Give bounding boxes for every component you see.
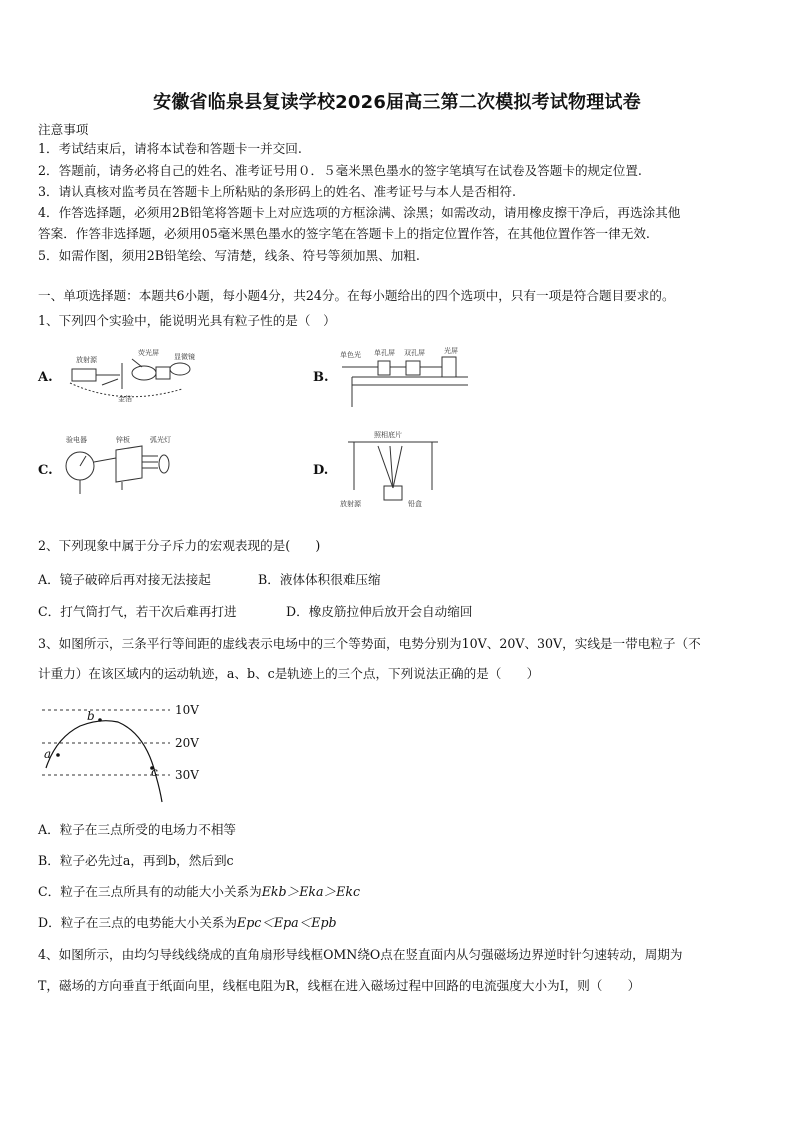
question-2-stem: 2、下列现象中属于分子斥力的宏观表现的是( ) — [38, 538, 321, 553]
q1-figure-c — [62, 432, 192, 502]
label-point-a: a — [44, 747, 52, 761]
q2-option-c: C．打气筒打气，若干次后难再打进 — [38, 604, 237, 619]
q1-option-c-label: C. — [38, 463, 53, 478]
q3-option-d-expr: Epc＜Epa＜Epb — [237, 915, 337, 930]
fig-d-label-source: 放射源 — [340, 500, 361, 508]
q3-option-c-expr: Ekb＞Eka＞Ekc — [261, 884, 361, 899]
q3-option-a: A．粒子在三点所受的电场力不相等 — [38, 822, 237, 837]
q1-option-d-label: D. — [313, 463, 329, 478]
fig-c-label-zinc: 锌板 — [116, 436, 130, 444]
notice-item-4-cont: 答案．作答非选择题，必须用05毫米黑色墨水的签字笔在答题卡上的指定位置作答，在其他位置作答一律无效. — [38, 226, 650, 241]
label-point-c: c — [151, 765, 158, 779]
notice-item-2: 2．答题前，请务必将自己的姓名、准考证号用０．５毫米黑色墨水的签字笔填写在试卷及答题卡的规定位置. — [38, 163, 642, 178]
label-20v: 20V — [175, 736, 199, 750]
question-4-stem-line2: T，磁场的方向垂直于纸面向里，线框电阻为R，线框在进入磁场过程中回路的电流强度大小为I，则（ ） — [38, 978, 641, 993]
q3-option-c-text: C．粒子在三点所具有的动能大小关系为 — [38, 884, 262, 899]
fig-b-label-single: 单孔屏 — [374, 349, 395, 357]
question-3-stem-line1: 3、如图所示，三条平行等间距的虚线表示电场中的三个等势面，电势分别为10V、20V、30V，实线是一带电粒子（不 — [38, 636, 701, 651]
q1-figure-b — [338, 345, 478, 415]
q1-option-b-label: B. — [313, 370, 329, 385]
notice-item-4: 4．作答选择题，必须用2B铅笔将答题卡上对应选项的方框涂满、涂黑；如需改动，请用橡皮擦干净后，再选涂其他 — [38, 205, 681, 220]
fig-a-label-source: 放射源 — [76, 356, 97, 364]
label-10v: 10V — [175, 703, 199, 717]
fig-b-label-light: 单色光 — [340, 351, 361, 359]
fig-c-label-electroscope: 验电器 — [66, 436, 87, 444]
q1-option-a-label: A. — [38, 370, 53, 385]
q3-option-d — [38, 915, 337, 931]
question-1-stem: 1、下列四个实验中，能说明光具有粒子性的是（ ） — [38, 313, 336, 328]
label-point-b: b — [87, 709, 95, 723]
fig-c-label-lamp: 弧光灯 — [150, 436, 171, 444]
q2-option-d: D．橡皮筋拉伸后放开会自动缩回 — [286, 604, 473, 619]
q2-option-a: A．镜子破碎后再对接无法接起 — [38, 572, 211, 587]
q3-option-b: B．粒子必先过a，再到b，然后到c — [38, 853, 234, 868]
notice-item-1: 1．考试结束后，请将本试卷和答题卡一并交回. — [38, 141, 302, 156]
q2-option-b: B．液体体积很难压缩 — [258, 572, 381, 587]
fig-b-label-double: 双孔屏 — [404, 349, 425, 357]
section-heading: 一、单项选择题：本题共6小题，每小题4分，共24分。在每小题给出的四个选项中，只有一项是符合题目要求的。 — [38, 288, 675, 303]
notice-item-5: 5．如需作图，须用2B铅笔绘、写清楚，线条、符号等须加黑、加粗. — [38, 248, 420, 263]
q3-equipotential-figure — [38, 696, 228, 806]
fig-a-label-screen: 荧光屏 — [138, 349, 159, 357]
question-3-stem-line2: 计重力）在该区域内的运动轨迹，a、b、c是轨迹上的三个点，下列说法正确的是（ ） — [38, 666, 540, 681]
q3-option-c — [38, 884, 360, 900]
notice-item-3: 3．请认真核对监考员在答题卡上所粘贴的条形码上的姓名、准考证号与本人是否相符. — [38, 184, 516, 199]
fig-b-label-screen: 光屏 — [444, 347, 458, 355]
notice-heading: 注意事项 — [38, 122, 89, 137]
q3-option-d-text: D．粒子在三点的电势能大小关系为 — [38, 915, 238, 930]
fig-d-label-film: 照相底片 — [374, 431, 402, 439]
question-4-stem-line1: 4、如图所示，由均匀导线线绕成的直角扇形导线框OMN绕O点在竖直面内从匀强磁场边界逆时针匀速转动，周期为 — [38, 947, 683, 962]
label-30v: 30V — [175, 768, 199, 782]
fig-a-label-foil: 金箔 — [118, 395, 132, 403]
fig-a-label-microscope: 显微镜 — [174, 353, 195, 361]
q1-figure-d — [338, 428, 458, 512]
fig-d-label-leadbox: 铅盒 — [408, 500, 422, 508]
q1-figure-a — [62, 345, 212, 407]
page-title: 安徽省临泉县复读学校2026届高三第二次模拟考试物理试卷 — [153, 92, 641, 113]
